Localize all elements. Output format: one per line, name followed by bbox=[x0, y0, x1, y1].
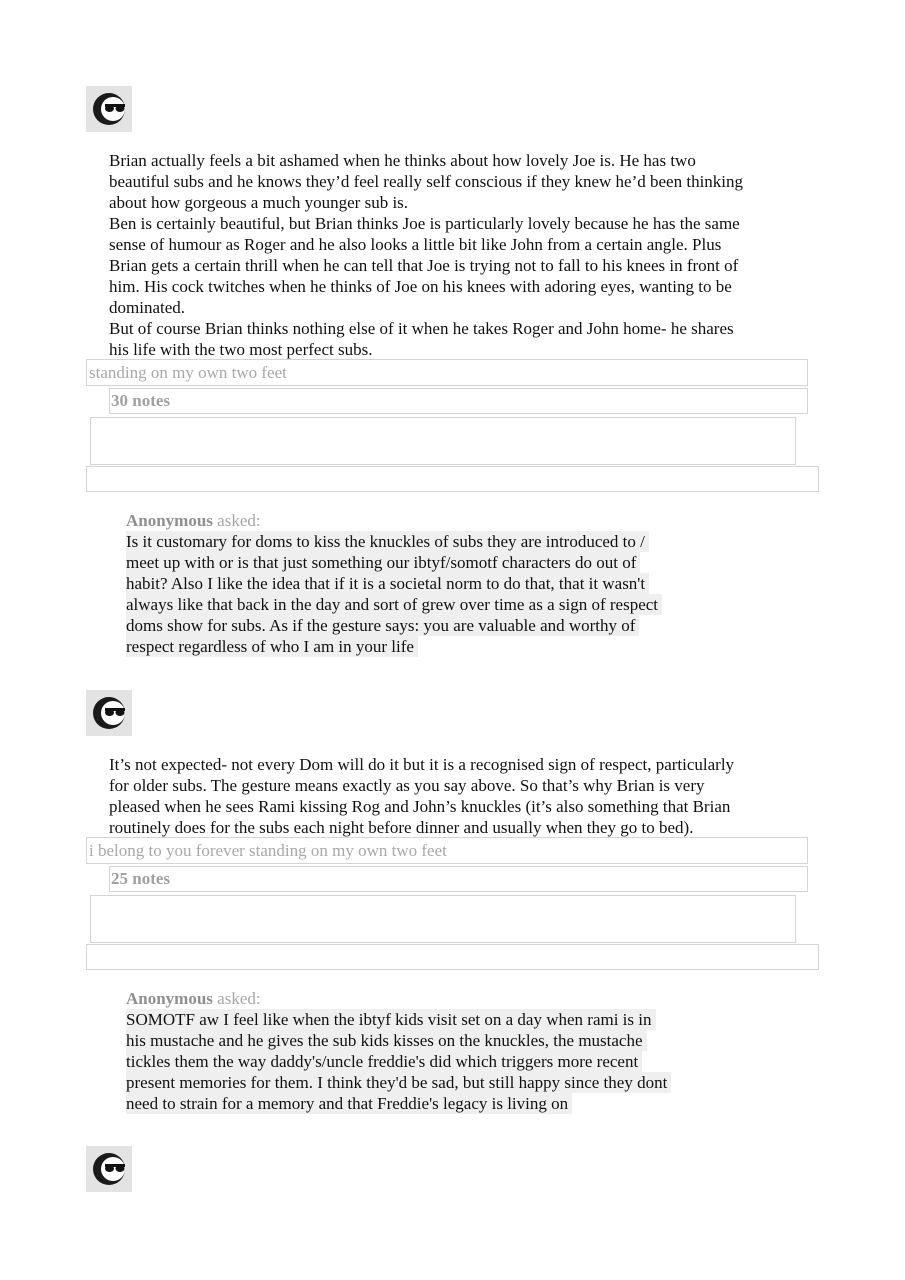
ask-question bbox=[126, 531, 726, 657]
ask-line: present memories for them. I think they'd be sad, but still happy since they dont bbox=[126, 1072, 671, 1093]
ask-header bbox=[126, 510, 261, 531]
ask-header bbox=[126, 988, 261, 1009]
avatar[interactable] bbox=[86, 86, 132, 132]
post-footer-panel bbox=[90, 895, 796, 943]
asker-name[interactable]: Anonymous bbox=[126, 511, 213, 530]
ask-question bbox=[126, 1009, 726, 1114]
post-text-line: It’s not expected- not every Dom will do it but it is a recognised sign of respect, particularly bbox=[109, 755, 735, 774]
post-text-line: sense of humour as Roger and he also looks a little bit like John from a certain angle. Plus bbox=[109, 235, 722, 254]
sunglasses-face-icon bbox=[86, 1146, 132, 1192]
asker-name[interactable]: Anonymous bbox=[126, 989, 213, 1008]
post-body bbox=[109, 150, 799, 360]
ask-line: doms show for subs. As if the gesture says: you are valuable and worthy of bbox=[126, 615, 639, 636]
post-text-line: routinely does for the subs each night before dinner and usually when they go to bed). bbox=[109, 818, 694, 837]
post-text-line: him. His cock twitches when he thinks of Joe on his knees with adoring eyes, wanting to be bbox=[109, 277, 732, 296]
ask-line: meet up with or is that just something our ibtyf/somotf characters do out of bbox=[126, 552, 640, 573]
post-divider-box bbox=[86, 944, 819, 970]
post-tags[interactable]: standing on my own two feet bbox=[86, 359, 808, 386]
post-text-line: But of course Brian thinks nothing else of it when he takes Roger and John home- he shares bbox=[109, 319, 734, 338]
notes-count[interactable]: 25 notes bbox=[109, 866, 808, 892]
post-text-line: Ben is certainly beautiful, but Brian thinks Joe is particularly lovely because he has the same bbox=[109, 214, 740, 233]
asked-label: asked: bbox=[217, 511, 261, 530]
avatar[interactable] bbox=[86, 690, 132, 736]
ask-line: his mustache and he gives the sub kids kisses on the knuckles, the mustache bbox=[126, 1030, 647, 1051]
sunglasses-face-icon bbox=[86, 86, 132, 132]
ask-line: Is it customary for doms to kiss the knuckles of subs they are introduced to / bbox=[126, 531, 649, 552]
post-text-line: pleased when he sees Rami kissing Rog and John’s knuckles (it’s also something that Brian bbox=[109, 797, 731, 816]
post-text-line: Brian actually feels a bit ashamed when he thinks about how lovely Joe is. He has two bbox=[109, 151, 696, 170]
post-text-line: Brian gets a certain thrill when he can tell that Joe is trying not to fall to his knees in front of bbox=[109, 256, 739, 275]
post-body bbox=[109, 754, 799, 838]
asked-label: asked: bbox=[217, 989, 261, 1008]
ask-line: SOMOTF aw I feel like when the ibtyf kids visit set on a day when rami is in bbox=[126, 1009, 656, 1030]
avatar[interactable] bbox=[86, 1146, 132, 1192]
notes-count[interactable]: 30 notes bbox=[109, 388, 808, 414]
post-text-line: dominated. bbox=[109, 298, 186, 317]
post-footer-panel bbox=[90, 417, 796, 465]
post-tags[interactable]: i belong to you forever standing on my own two feet bbox=[86, 837, 808, 864]
post-text-line: about how gorgeous a much younger sub is. bbox=[109, 193, 409, 212]
ask-line: tickles them the way daddy's/uncle freddie's did which triggers more recent bbox=[126, 1051, 642, 1072]
ask-line: respect regardless of who I am in your life bbox=[126, 636, 418, 657]
post-text-line: for older subs. The gesture means exactly as you say above. So that’s why Brian is very bbox=[109, 776, 705, 795]
post-divider-box bbox=[86, 466, 819, 492]
ask-line: need to strain for a memory and that Freddie's legacy is living on bbox=[126, 1093, 572, 1114]
sunglasses-face-icon bbox=[86, 690, 132, 736]
ask-line: always like that back in the day and sort of grew over time as a sign of respect bbox=[126, 594, 662, 615]
post-text-line: his life with the two most perfect subs. bbox=[109, 340, 373, 359]
ask-line: habit? Also I like the idea that if it is a societal norm to do that, that it wasn't bbox=[126, 573, 649, 594]
post-text-line: beautiful subs and he knows they’d feel really self conscious if they knew he’d been thinking bbox=[109, 172, 744, 191]
